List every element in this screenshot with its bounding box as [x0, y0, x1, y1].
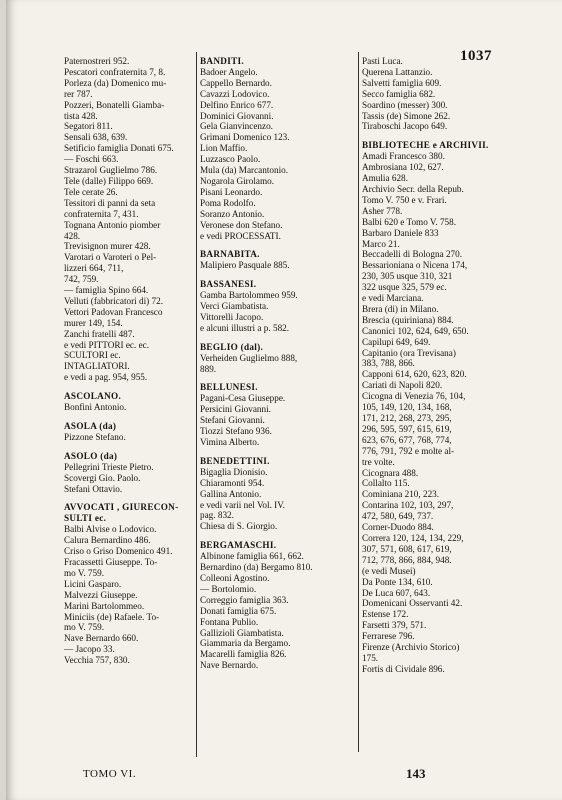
index-entry: Tognana Antonio piomber	[64, 219, 161, 230]
index-entry: 889.	[200, 363, 217, 374]
index-entry: Calura Bernardino 486.	[64, 535, 151, 546]
index-entry: Lion Maffio.	[200, 143, 248, 154]
index-entry: Secco famiglia 682.	[362, 88, 436, 99]
index-entry: Correra 120, 124, 134, 229,	[362, 532, 464, 543]
index-entry: Sensali 638, 639.	[64, 132, 128, 143]
index-entry: Tele (dalle) Filippo 669.	[64, 175, 154, 186]
index-entry: Collalto 115.	[362, 478, 410, 489]
index-entry: 175.	[362, 652, 379, 663]
index-entry: Albinone famiglia 661, 662.	[200, 551, 304, 562]
index-column-3	[362, 56, 508, 675]
index-entry: Chiaramonti 954.	[200, 477, 265, 488]
index-heading: BELLUNESI.	[200, 382, 258, 393]
index-entry: Luzzasco Paolo.	[200, 154, 261, 165]
index-entry: Malvezzi Giuseppe.	[64, 589, 138, 600]
index-heading: AVVOCATI , GIURECON-	[64, 502, 179, 513]
index-entry: murer 149, 154.	[64, 317, 123, 328]
index-entry: Fortis di Cividale 896.	[362, 663, 445, 674]
index-entry: Capilupi 649, 649.	[362, 336, 431, 347]
index-entry: Strazarol Guglielmo 786.	[64, 165, 158, 176]
index-entry: Gamba Bartolommeo 959.	[200, 290, 298, 301]
spacer	[64, 383, 192, 391]
spacer	[64, 443, 192, 451]
index-entry: e alcuni illustri a p. 582.	[200, 322, 290, 333]
index-entry: 472, 580, 649, 737.	[362, 511, 434, 522]
index-entry: 742, 759.	[64, 274, 99, 285]
index-entry: Vittorelli Jacopo.	[200, 311, 264, 322]
index-entry: 105, 149, 120, 134, 168,	[362, 402, 452, 413]
index-entry: Balbi Alvise o Lodovico.	[64, 524, 157, 535]
index-entry: Correggio famiglia 363.	[200, 594, 289, 605]
index-entry: Ambrosiana 102, 627.	[362, 162, 444, 173]
index-entry: Beccadelli di Bologna 270.	[362, 249, 463, 260]
index-entry: Dominici Giovanni.	[200, 110, 274, 121]
index-entry: Stefani Giovanni.	[200, 415, 265, 426]
index-entry: Criso o Griso Domenico 491.	[64, 546, 173, 557]
index-entry: Varotari o Varoteri o Pel-	[64, 252, 157, 263]
index-entry: Tiraboschi Jacopo 649.	[362, 121, 448, 132]
index-heading: BIBLIOTECHE e ARCHIVII.	[362, 140, 489, 151]
signature-mark: 143	[406, 766, 426, 781]
index-entry: Barbaro Daniele 833	[362, 227, 439, 238]
index-entry: Tomo V. 750 e v. Frari.	[362, 194, 447, 205]
index-entry: Brera (di) in Milano.	[362, 303, 439, 314]
spacer	[64, 494, 192, 502]
index-entry: Marini Bartolommeo.	[64, 600, 145, 611]
index-entry: INTAGLIATORI.	[64, 361, 130, 372]
index-entry: Bonfini Antonio.	[64, 402, 127, 413]
index-column-1	[64, 56, 192, 666]
index-entry: Bernardino (da) Bergamo 810.	[200, 562, 313, 573]
index-entry: Bessarioniana o Nicena 174,	[362, 260, 468, 271]
index-entry: Nave Bernardo 660.	[64, 633, 139, 644]
index-entry: Licini Gasparo.	[64, 578, 122, 589]
spacer	[200, 532, 355, 540]
spacer	[64, 413, 192, 421]
index-heading: BERGAMASCHI.	[200, 540, 277, 551]
index-entry: confraternita 7, 431.	[64, 208, 139, 219]
index-entry: Brescia (quiriniana) 884.	[362, 314, 454, 325]
index-entry: Pellegrini Trieste Pietro.	[64, 461, 154, 472]
index-entry: Cappello Bernardo.	[200, 77, 272, 88]
index-entry: rer 787.	[64, 88, 93, 99]
index-entry: 230, 305 usque 310, 321	[362, 271, 453, 282]
index-entry: Veronese don Stefano.	[200, 219, 283, 230]
column-rule	[358, 52, 359, 752]
spacer	[200, 334, 355, 342]
index-entry: 383, 788, 866.	[362, 358, 415, 369]
index-entry: — Bortolomio.	[200, 583, 257, 594]
index-entry: Verheiden Guglielmo 888,	[200, 352, 298, 363]
index-entry: Bigaglia Dionisio.	[200, 466, 268, 477]
index-entry: De Luca 607, 643.	[362, 587, 431, 598]
index-entry: tre volte.	[362, 456, 395, 467]
index-entry: 322 usque 325, 579 ec.	[362, 282, 447, 293]
index-entry: e vedi PITTORI ec. ec.	[64, 339, 150, 350]
spacer	[200, 374, 355, 382]
index-heading: BANDITI.	[200, 56, 245, 66]
index-entry: Grimani Domenico 123.	[200, 132, 290, 143]
index-entry: Soardino (messer) 300.	[362, 99, 448, 110]
index-entry: — Jacopo 33.	[64, 644, 115, 655]
index-entry: Porleza (da) Domenico mu-	[64, 77, 167, 88]
index-entry: Tessitori di panni da seta	[64, 197, 156, 208]
index-entry: Cariati di Napoli 820.	[362, 380, 443, 391]
column-rule	[196, 52, 197, 757]
index-entry: Capitanio (ora Trevisana)	[362, 347, 456, 358]
index-entry: Donati famiglia 675.	[200, 605, 277, 616]
index-entry: e vedi Marciana.	[362, 293, 424, 304]
index-entry: pag. 832.	[200, 510, 234, 521]
index-entry: Soranzo Antonio.	[200, 208, 265, 219]
index-heading: BENEDETTINI.	[200, 455, 270, 466]
index-entry: 171, 212, 268, 273, 295,	[362, 413, 452, 423]
index-entry: Contarina 102, 103, 297,	[362, 500, 454, 511]
spacer	[362, 132, 508, 140]
index-entry: Salvetti famiglia 609.	[362, 77, 442, 88]
index-entry: Cavazzi Lodovico.	[200, 88, 270, 99]
index-entry: Giammaria da Bergamo.	[200, 638, 291, 649]
index-entry: Fontana Publio.	[200, 616, 259, 627]
index-entry: 296, 595, 597, 615, 619,	[362, 423, 452, 434]
index-entry: mo V. 759.	[64, 622, 104, 633]
index-entry: Badoer Angelo.	[200, 66, 258, 77]
index-heading: ASOLO (da)	[64, 450, 118, 461]
index-entry: SCULTORI ec.	[64, 350, 121, 361]
index-entry: — famiglia Spino 664.	[64, 285, 149, 296]
spacer	[200, 241, 355, 249]
index-entry: Setificio famiglia Donati 675.	[64, 143, 174, 154]
index-entry: e vedi PROCESSATI.	[200, 230, 281, 241]
index-entry: Vettori Padovan Francesco	[64, 306, 163, 317]
index-entry: Vimina Alberto.	[200, 437, 260, 447]
index-entry: Cominiana 210, 223.	[362, 489, 440, 500]
index-entry: Zanchi fratelli 487.	[64, 328, 135, 339]
index-entry: Capponi 614, 620, 623, 820.	[362, 369, 467, 380]
index-entry: Pagani-Cesa Giuseppe.	[200, 393, 286, 404]
index-entry: Ferrarese 796.	[362, 631, 415, 642]
index-entry: Cicogna di Venezia 76, 104,	[362, 391, 466, 402]
index-entry: Canonici 102, 624, 649, 650.	[362, 325, 469, 336]
index-entry: Tassis (de) Simone 262.	[362, 110, 451, 121]
index-entry: Gallizioli Giambatista.	[200, 627, 284, 638]
index-entry: 712, 778, 866, 884, 948.	[362, 554, 452, 565]
index-entry: Fracassetti Giuseppe. To-	[64, 556, 158, 567]
index-entry: Poma Rodolfo.	[200, 197, 256, 208]
index-entry: Marco 21.	[362, 238, 400, 249]
index-entry: Archivio Secr. della Repub.	[362, 183, 464, 194]
index-entry: Gallina Antonio.	[200, 488, 262, 499]
index-entry: 428.	[64, 230, 81, 241]
index-entry: Scovergi Gio. Paolo.	[64, 472, 141, 483]
index-entry: Velluti (fabbricatori di) 72.	[64, 295, 163, 306]
index-heading: SULTI ec.	[64, 513, 107, 524]
spacer	[200, 271, 355, 279]
index-entry: Pescatori confraternita 7, 8.	[64, 66, 166, 77]
index-entry: Querena Lattanzio.	[362, 66, 433, 77]
index-entry: Stefani Ottavio.	[64, 483, 123, 494]
index-heading: BARNABITA.	[200, 249, 260, 260]
index-entry: Tele cerate 26.	[64, 186, 118, 197]
index-entry: (e vedi Musei)	[362, 565, 416, 576]
index-entry: Trevisignon murer 428.	[64, 241, 151, 252]
index-entry: Verci Giambatista.	[200, 301, 269, 312]
page-number: 1037	[460, 48, 492, 64]
index-entry: Segatori 811.	[64, 121, 113, 132]
index-entry: Paternostreri 952.	[64, 56, 130, 66]
index-entry: 307, 571, 608, 617, 619,	[362, 543, 452, 554]
index-entry: 776, 791, 792 e molte al-	[362, 445, 455, 456]
index-entry: Miniciis (de) Rafaele. To-	[64, 611, 160, 622]
index-entry: 623, 676, 677, 768, 774,	[362, 434, 452, 445]
index-entry: Estense 172.	[362, 609, 409, 620]
index-entry: Da Ponte 134, 610.	[362, 576, 433, 587]
index-entry: Balbi 620 e Tomo V. 758.	[362, 216, 457, 227]
index-entry: Nave Bernardo.	[200, 660, 259, 671]
spacer	[200, 448, 355, 456]
index-entry: — Foschi 663.	[64, 154, 119, 165]
index-heading: ASCOLANO.	[64, 391, 122, 402]
index-entry: Persicini Giovanni.	[200, 404, 271, 415]
index-entry: Nogarola Girolamo.	[200, 175, 274, 186]
index-entry: Pizzone Stefano.	[64, 431, 126, 442]
index-entry: Gela Gianvincenzo.	[200, 121, 273, 132]
book-page	[6, 0, 562, 800]
index-entry: e vedi varii nel Vol. IV.	[200, 499, 285, 510]
index-entry: Farsetti 379, 571.	[362, 620, 427, 631]
index-entry: Amulia 628.	[362, 173, 408, 184]
index-entry: Cicognara 488.	[362, 467, 419, 478]
index-entry: Macarelli famiglia 826.	[200, 649, 287, 660]
index-entry: Chiesa di S. Giorgio.	[200, 521, 278, 532]
index-entry: Malipiero Pasquale 885.	[200, 260, 290, 271]
index-entry: Tiozzi Stefano 936.	[200, 426, 272, 437]
index-heading: BASSANESI.	[200, 279, 257, 290]
index-entry: Amadi Francesco 380.	[362, 151, 445, 162]
index-entry: Vecchia 757, 830.	[64, 655, 130, 666]
index-entry: Pisani Leonardo.	[200, 186, 263, 197]
index-entry: tista 428.	[64, 110, 98, 121]
index-entry: mo V. 759.	[64, 567, 104, 578]
index-entry: Firenze (Archivio Storico)	[362, 642, 460, 653]
index-entry: Pozzeri, Bonatelli Giamba-	[64, 99, 165, 110]
index-entry: e vedi a pag. 954, 955.	[64, 372, 148, 383]
index-heading: BEGLIO (dal).	[200, 341, 264, 352]
index-entry: Mula (da) Marcantonio.	[200, 165, 289, 176]
index-entry: Corner-Duodo 884.	[362, 522, 434, 533]
index-entry: Domenicani Osservanti 42.	[362, 598, 463, 609]
index-entry: Asher 778.	[362, 205, 403, 216]
index-heading: ASOLA (da)	[64, 421, 117, 431]
index-entry: Delfino Enrico 677.	[200, 99, 274, 110]
index-entry: Colleoni Agostino.	[200, 572, 270, 583]
index-entry: lizzeri 664, 711,	[64, 263, 124, 274]
index-entry: Pasti Luca.	[362, 56, 403, 66]
index-column-2	[200, 56, 355, 671]
volume-footer: TOMO VI.	[83, 768, 137, 780]
